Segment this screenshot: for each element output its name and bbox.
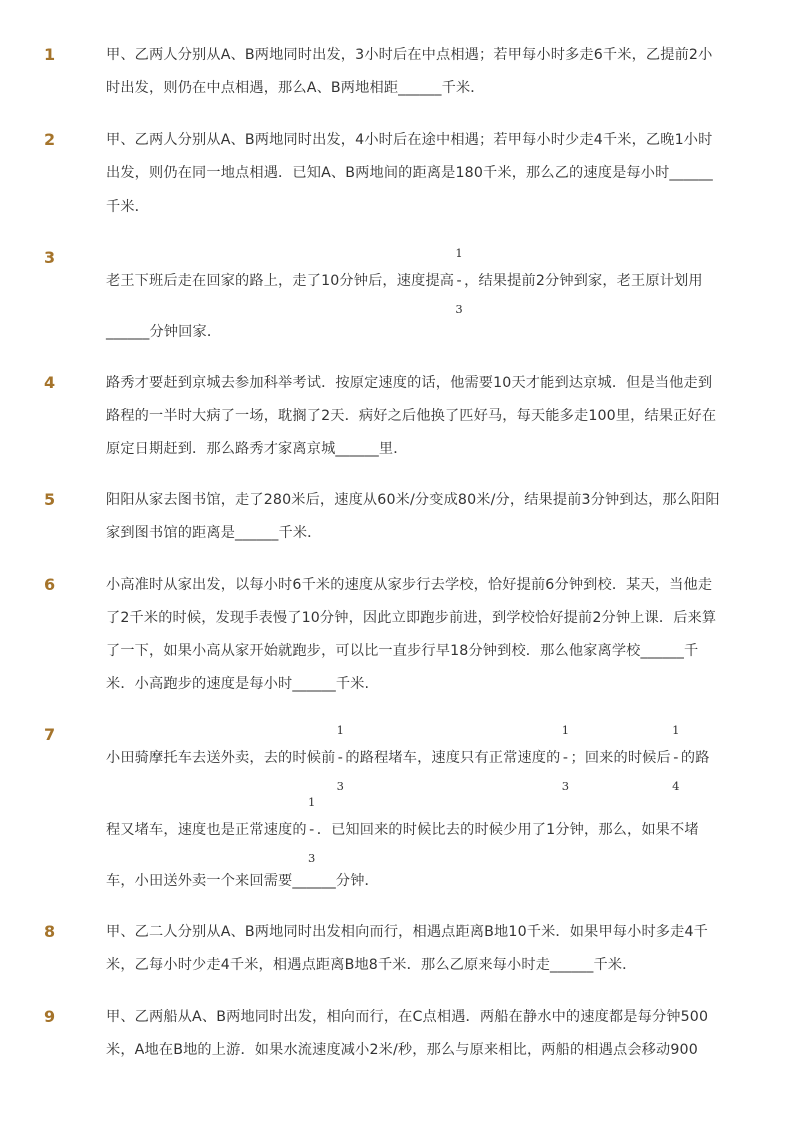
fraction-denominator: 3 [308,851,316,865]
question-number-6: 6 [44,575,56,594]
question-7-text-d: 的路 [680,750,710,766]
fraction-one-third [307,795,317,865]
question-4-line-1: 路秀才要赶到京城去参加科举考试．按原定速度的话，他需要10天才能到达京城．但是当他走到 [106,375,713,391]
fraction-numerator: 1 [308,795,316,809]
question-5-line-2: 家到图书馆的距离是______千米． [106,525,322,541]
question-2-line-1: 甲、乙两人分别从A、B两地同时出发，4小时后在途中相遇；若甲每小时少走4千米，乙晚1小时 [106,132,713,148]
question-7-line-2 [106,795,796,865]
question-3-line-1 [106,246,796,316]
question-3-text-a: 老王下班后走在回家的路上，走了10分钟后，速度提高 [106,273,455,289]
fraction-one-third [560,723,570,793]
question-6-line-3: 了一下，如果小高从家开始就跑步，可以比一直步行早18分钟到校．那么他家离学校______千 [106,643,699,659]
question-1-line-1: 甲、乙两人分别从A、B两地同时出发，3小时后在中点相遇；若甲每小时多走6千米，乙提前2小 [106,47,713,63]
question-number-1: 1 [44,45,56,64]
question-6-line-2: 了2千米的时候，发现手表慢了10分钟，因此立即跑步前进，到学校恰好提前2分钟上课．后来算 [106,610,717,626]
question-7-text-b: 的路程堵车，速度只有正常速度的 [345,750,561,766]
question-8-line-2: 米，乙每小时少走4千米，相遇点距离B地8千米．那么乙原来每小时走______千米． [106,957,637,973]
question-1-line-2: 时出发，则仍在中点相遇，那么A、B两地相距______千米． [106,80,485,96]
fraction-one-third [335,723,345,793]
fraction-bar: - [309,822,315,838]
question-8-line-1: 甲、乙二人分别从A、B两地同时出发相向而行，相遇点距离B地10千米．如果甲每小时多走4千 [106,924,708,940]
question-2-line-2: 出发，则仍在同一地点相遇．已知A、B两地间的距离是180千米，那么乙的速度是每小时______ [106,165,713,181]
question-6-line-4: 米．小高跑步的速度是每小时______千米. [106,676,370,692]
question-7-line-3: 车，小田送外卖一个来回需要______分钟． [106,873,379,889]
fraction-denominator: 3 [336,779,345,793]
fraction-bar: - [456,273,462,289]
question-9-line-1: 甲、乙两船从A、B两地同时出发，相向而行，在C点相遇．两船在静水中的速度都是每分钟500 [106,1009,709,1025]
question-number-8: 8 [44,922,56,941]
question-number-7: 7 [44,725,56,744]
question-7-text-c: ；回来的时候后 [570,750,671,766]
question-6-line-1: 小高准时从家出发，以每小时6千米的速度从家步行去学校，恰好提前6分钟到校．某天，当他走 [106,577,713,593]
question-number-9: 9 [44,1007,56,1026]
question-5-line-1: 阳阳从家去图书馆，走了280米后，速度从60米/分变成80米/分，结果提前3分钟到达，那么阳阳 [106,492,720,508]
question-4-line-3: 原定日期赶到．那么路秀才家离京城______里． [106,441,408,457]
question-number-5: 5 [44,490,56,509]
question-3-line-2: ______分钟回家． [106,324,222,340]
question-9-line-2: 米，A地在B地的上游．如果水流速度减小2米/秒，那么与原来相比，两船的相遇点会移动900 [106,1042,698,1058]
fraction-denominator: 4 [672,779,680,793]
fraction-bar: - [337,750,344,766]
fraction-numerator: 1 [561,723,570,737]
question-7-text-e: 程又堵车，速度也是正常速度的 [106,822,307,838]
fraction-denominator: 3 [561,779,570,793]
question-number-4: 4 [44,373,56,392]
fraction-bar: - [562,750,569,766]
fraction-bar: - [673,750,679,766]
question-2-line-3: 千米． [106,199,150,215]
question-number-3: 3 [44,248,56,267]
question-7-text-f: ．已知回来的时候比去的时候少用了1分钟，那么，如果不堵 [316,822,699,838]
fraction-one-third [454,246,464,316]
question-number-2: 2 [44,130,56,149]
fraction-one-quarter [671,723,681,793]
question-3-text-b: ，结果提前2分钟到家，老王原计划用 [464,273,703,289]
question-7-line-1 [106,723,796,793]
fraction-numerator: 1 [672,723,680,737]
fraction-denominator: 3 [455,302,463,316]
question-7-text-a: 小田骑摩托车去送外卖，去的时候前 [106,750,336,766]
fraction-numerator: 1 [336,723,345,737]
question-4-line-2: 路程的一半时大病了一场，耽搁了2天．病好之后他换了匹好马，每天能多走100里，结果正好在 [106,408,717,424]
fraction-numerator: 1 [455,246,463,260]
